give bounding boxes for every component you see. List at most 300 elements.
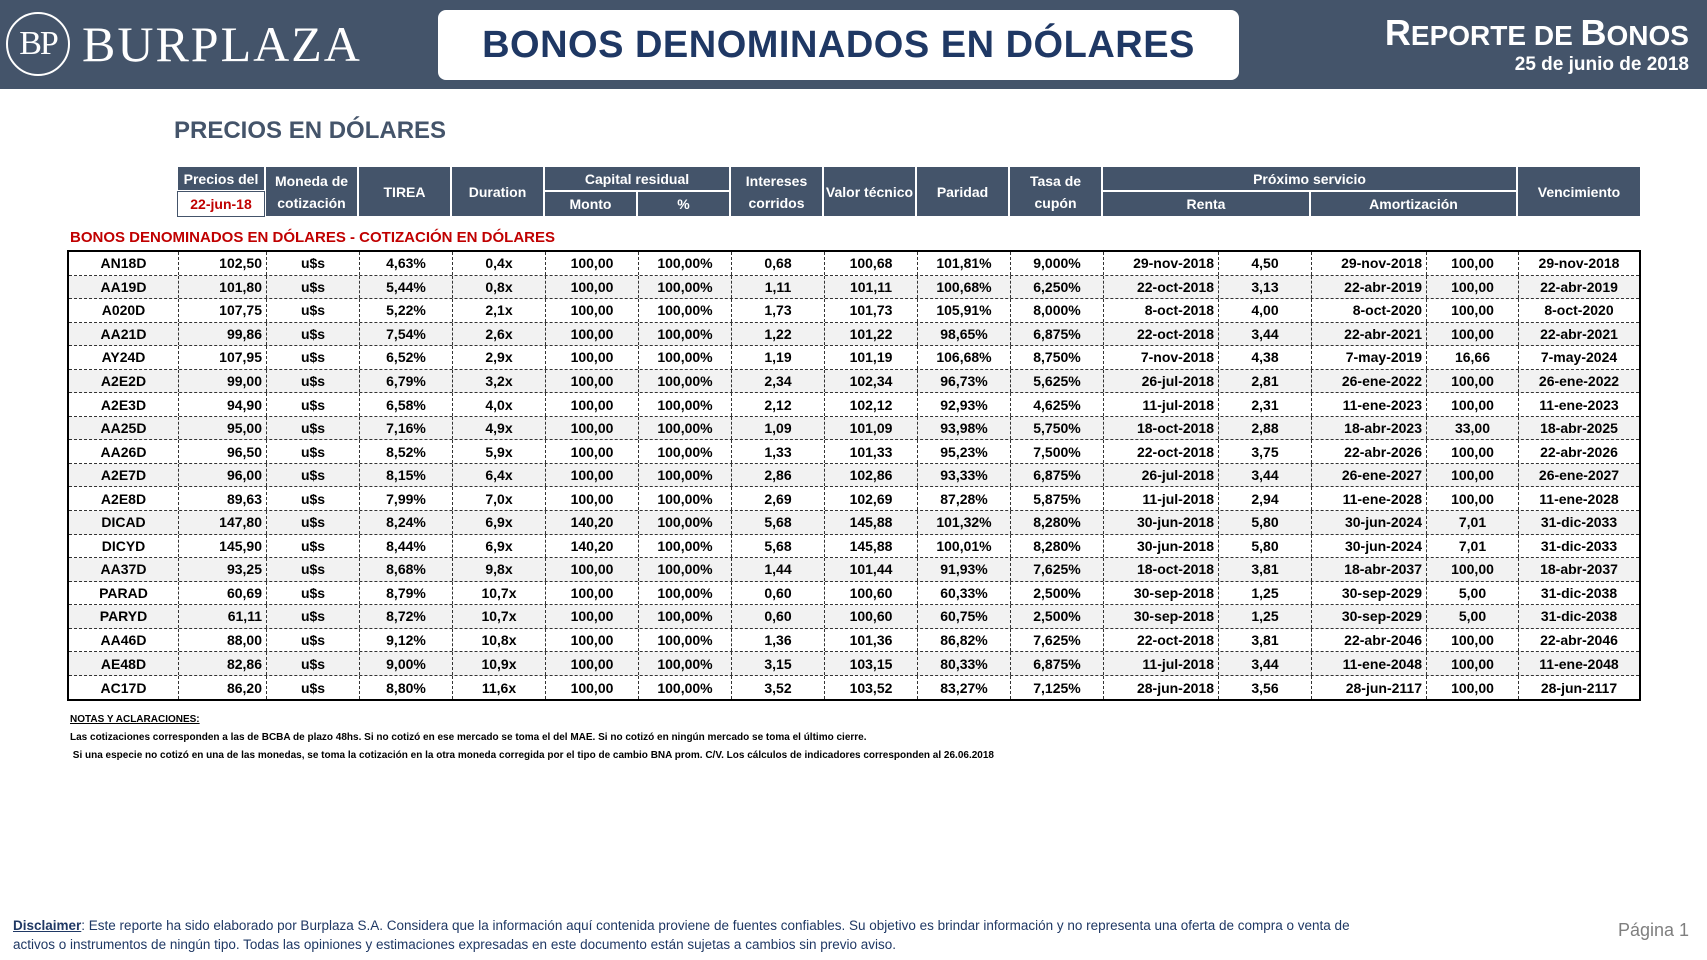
cell-pct: 100,00% bbox=[639, 370, 732, 393]
cell-tasa: 7,500% bbox=[1011, 440, 1104, 463]
cell-duration: 4,9x bbox=[453, 417, 546, 440]
cell-price: 95,00 bbox=[179, 417, 267, 440]
cell-price: 101,80 bbox=[179, 276, 267, 299]
cell-tasa: 8,280% bbox=[1011, 511, 1104, 534]
cell-renta-monto: 2,81 bbox=[1219, 370, 1312, 393]
cell-intereses: 1,09 bbox=[732, 417, 825, 440]
cell-valor-tecnico: 100,68 bbox=[825, 252, 918, 275]
cell-renta-fecha: 18-oct-2018 bbox=[1104, 558, 1219, 581]
cell-ticker: PARAD bbox=[69, 582, 179, 605]
cell-intereses: 0,60 bbox=[732, 605, 825, 628]
report-title-initial-1: R bbox=[1384, 12, 1411, 53]
table-header bbox=[177, 166, 1641, 217]
cell-vencimiento: 31-dic-2038 bbox=[1540, 584, 1618, 601]
cell-tirea: 7,16% bbox=[360, 417, 453, 440]
cell-monto: 100,00 bbox=[546, 676, 639, 700]
cell-renta-fecha: 26-jul-2018 bbox=[1104, 464, 1219, 487]
cell-renta-monto: 3,44 bbox=[1219, 464, 1312, 487]
cell-monto: 100,00 bbox=[546, 464, 639, 487]
cell-valor-tecnico: 102,12 bbox=[825, 393, 918, 416]
cell-amort-fecha: 22-abr-2021 bbox=[1312, 323, 1427, 346]
cell-tasa: 9,000% bbox=[1011, 252, 1104, 275]
cell-vencimiento: 18-abr-2037 bbox=[1540, 561, 1618, 578]
cell-renta-fecha: 11-jul-2018 bbox=[1104, 393, 1219, 416]
cell-vencimiento: 22-abr-2019 bbox=[1540, 278, 1618, 295]
header-monto: Monto bbox=[544, 191, 637, 217]
cell-duration: 2,9x bbox=[453, 346, 546, 369]
cell-tirea: 8,79% bbox=[360, 582, 453, 605]
cell-price: 99,00 bbox=[179, 370, 267, 393]
cell-monto: 100,00 bbox=[546, 605, 639, 628]
cell-duration: 10,8x bbox=[453, 629, 546, 652]
table-row bbox=[69, 299, 1639, 323]
cell-intereses: 3,52 bbox=[732, 676, 825, 700]
cell-renta-monto: 3,75 bbox=[1219, 440, 1312, 463]
cell-amort-monto: 100,00 bbox=[1427, 464, 1519, 487]
cell-amort-fecha: 30-jun-2024 bbox=[1312, 535, 1427, 558]
cell-valor-tecnico: 100,60 bbox=[825, 582, 918, 605]
cell-pct: 100,00% bbox=[639, 252, 732, 275]
cell-paridad: 101,32% bbox=[918, 511, 1011, 534]
cell-renta-monto: 5,80 bbox=[1219, 535, 1312, 558]
cell-ticker: DICAD bbox=[69, 511, 179, 534]
cell-vencimiento: 7-may-2024 bbox=[1540, 349, 1618, 366]
cell-valor-tecnico: 101,09 bbox=[825, 417, 918, 440]
cell-pct: 100,00% bbox=[639, 346, 732, 369]
cell-pct: 100,00% bbox=[639, 582, 732, 605]
cell-intereses: 1,33 bbox=[732, 440, 825, 463]
cell-pct: 100,00% bbox=[639, 535, 732, 558]
cell-ticker: A2E8D bbox=[69, 487, 179, 510]
cell-moneda: u$s bbox=[267, 252, 360, 275]
cell-duration: 7,0x bbox=[453, 487, 546, 510]
cell-amort-monto: 100,00 bbox=[1427, 299, 1519, 322]
cell-paridad: 91,93% bbox=[918, 558, 1011, 581]
cell-paridad: 100,01% bbox=[918, 535, 1011, 558]
cell-tirea: 8,15% bbox=[360, 464, 453, 487]
cell-price: 107,95 bbox=[179, 346, 267, 369]
cell-renta-fecha: 30-jun-2018 bbox=[1104, 535, 1219, 558]
cell-intereses: 2,12 bbox=[732, 393, 825, 416]
cell-tasa: 6,875% bbox=[1011, 323, 1104, 346]
cell-amort-monto: 100,00 bbox=[1427, 252, 1519, 275]
cell-vencimiento: 22-abr-2046 bbox=[1540, 632, 1618, 649]
cell-amort-fecha: 22-abr-2026 bbox=[1312, 440, 1427, 463]
cell-price: 82,86 bbox=[179, 652, 267, 675]
cell-intereses: 2,86 bbox=[732, 464, 825, 487]
cell-vencimiento: 26-ene-2027 bbox=[1538, 467, 1620, 484]
notes-title: NOTAS Y ACLARACIONES: bbox=[70, 714, 200, 725]
cell-duration: 4,0x bbox=[453, 393, 546, 416]
cell-monto: 100,00 bbox=[546, 276, 639, 299]
cell-intereses: 1,19 bbox=[732, 346, 825, 369]
cell-intereses: 5,68 bbox=[732, 535, 825, 558]
cell-intereses: 1,44 bbox=[732, 558, 825, 581]
cell-ticker: AA19D bbox=[69, 276, 179, 299]
report-title bbox=[1385, 12, 1689, 54]
cell-vencimiento: 22-abr-2026 bbox=[1540, 443, 1618, 460]
cell-valor-tecnico: 101,73 bbox=[825, 299, 918, 322]
subtable-title: BONOS DENOMINADOS EN DÓLARES - COTIZACIÓN EN DÓLARES bbox=[70, 229, 556, 246]
cell-paridad: 83,27% bbox=[918, 676, 1011, 700]
header-renta: Renta bbox=[1102, 191, 1310, 217]
header-intereses: Intereses corridos bbox=[730, 166, 823, 217]
cell-intereses: 2,34 bbox=[732, 370, 825, 393]
cell-moneda: u$s bbox=[267, 487, 360, 510]
cell-paridad: 98,65% bbox=[918, 323, 1011, 346]
cell-tirea: 9,00% bbox=[360, 652, 453, 675]
cell-amort-fecha: 29-nov-2018 bbox=[1312, 252, 1427, 275]
cell-amort-fecha: 18-abr-2023 bbox=[1312, 417, 1427, 440]
cell-paridad: 95,23% bbox=[918, 440, 1011, 463]
header-amortizacion: Amortización bbox=[1310, 191, 1517, 217]
cell-renta-fecha: 22-oct-2018 bbox=[1104, 440, 1219, 463]
logo-text: BURPLAZA bbox=[82, 16, 362, 72]
cell-valor-tecnico: 101,22 bbox=[825, 323, 918, 346]
cell-tasa: 6,250% bbox=[1011, 276, 1104, 299]
table-row bbox=[69, 370, 1639, 394]
header-tirea: TIREA bbox=[358, 166, 451, 217]
cell-tirea: 8,44% bbox=[360, 535, 453, 558]
cell-renta-fecha: 30-jun-2018 bbox=[1104, 511, 1219, 534]
cell-paridad: 80,33% bbox=[918, 652, 1011, 675]
cell-valor-tecnico: 102,69 bbox=[825, 487, 918, 510]
cell-ticker: A020D bbox=[69, 299, 179, 322]
cell-pct: 100,00% bbox=[639, 299, 732, 322]
notes bbox=[70, 711, 994, 765]
main-title-box bbox=[438, 10, 1239, 80]
cell-pct: 100,00% bbox=[639, 558, 732, 581]
cell-amort-fecha: 30-jun-2024 bbox=[1312, 511, 1427, 534]
cell-amort-fecha: 22-abr-2019 bbox=[1312, 276, 1427, 299]
cell-tasa: 7,625% bbox=[1011, 629, 1104, 652]
cell-tasa: 6,875% bbox=[1011, 464, 1104, 487]
cell-renta-monto: 2,94 bbox=[1219, 487, 1312, 510]
bp-logo-mark: BP bbox=[6, 12, 70, 76]
table-row bbox=[69, 558, 1639, 582]
cell-moneda: u$s bbox=[267, 629, 360, 652]
cell-valor-tecnico: 101,36 bbox=[825, 629, 918, 652]
cell-intereses: 2,69 bbox=[732, 487, 825, 510]
cell-ticker: AA46D bbox=[69, 629, 179, 652]
table-row bbox=[69, 323, 1639, 347]
table-row bbox=[69, 487, 1639, 511]
header-duration: Duration bbox=[451, 166, 544, 217]
cell-monto: 140,20 bbox=[546, 535, 639, 558]
cell-pct: 100,00% bbox=[639, 323, 732, 346]
cell-moneda: u$s bbox=[267, 605, 360, 628]
cell-renta-fecha: 8-oct-2018 bbox=[1104, 299, 1219, 322]
cell-ticker: A2E3D bbox=[69, 393, 179, 416]
cell-monto: 140,20 bbox=[546, 511, 639, 534]
cell-tasa: 8,000% bbox=[1011, 299, 1104, 322]
cell-renta-fecha: 11-jul-2018 bbox=[1104, 487, 1219, 510]
cell-vencimiento: 11-ene-2048 bbox=[1539, 655, 1619, 672]
cell-amort-monto: 33,00 bbox=[1427, 417, 1519, 440]
cell-tasa: 8,280% bbox=[1011, 535, 1104, 558]
report-title-rest-1: EPORTE bbox=[1410, 20, 1527, 51]
cell-amort-fecha: 11-ene-2023 bbox=[1312, 393, 1427, 416]
cell-monto: 100,00 bbox=[546, 346, 639, 369]
header-capital-residual: Capital residual bbox=[544, 166, 730, 191]
report-title-initial-2: B bbox=[1580, 12, 1607, 53]
cell-ticker: AN18D bbox=[69, 252, 179, 275]
cell-price: 145,90 bbox=[179, 535, 267, 558]
cell-valor-tecnico: 100,60 bbox=[825, 605, 918, 628]
cell-tasa: 4,625% bbox=[1011, 393, 1104, 416]
cell-tirea: 6,79% bbox=[360, 370, 453, 393]
cell-duration: 0,8x bbox=[453, 276, 546, 299]
cell-valor-tecnico: 102,34 bbox=[825, 370, 918, 393]
cell-tirea: 4,63% bbox=[360, 252, 453, 275]
cell-renta-monto: 2,31 bbox=[1219, 393, 1312, 416]
cell-tirea: 9,12% bbox=[360, 629, 453, 652]
cell-renta-monto: 1,25 bbox=[1219, 605, 1312, 628]
cell-renta-monto: 4,38 bbox=[1219, 346, 1312, 369]
cell-intereses: 1,11 bbox=[732, 276, 825, 299]
header-tasa: Tasa de cupón bbox=[1009, 166, 1102, 217]
table-row bbox=[69, 535, 1639, 559]
cell-price: 60,69 bbox=[179, 582, 267, 605]
cell-moneda: u$s bbox=[267, 299, 360, 322]
cell-pct: 100,00% bbox=[639, 276, 732, 299]
cell-ticker: AC17D bbox=[69, 676, 179, 700]
cell-moneda: u$s bbox=[267, 511, 360, 534]
cell-amort-monto: 100,00 bbox=[1427, 276, 1519, 299]
cell-amort-monto: 7,01 bbox=[1427, 511, 1519, 534]
cell-ticker: AA25D bbox=[69, 417, 179, 440]
cell-renta-fecha: 26-jul-2018 bbox=[1104, 370, 1219, 393]
cell-amort-fecha: 8-oct-2020 bbox=[1312, 299, 1427, 322]
cell-price: 96,00 bbox=[179, 464, 267, 487]
cell-ticker: A2E7D bbox=[69, 464, 179, 487]
report-date: 25 de junio de 2018 bbox=[1514, 54, 1689, 75]
cell-amort-fecha: 11-ene-2048 bbox=[1312, 652, 1427, 675]
cell-duration: 10,7x bbox=[453, 582, 546, 605]
cell-paridad: 60,33% bbox=[918, 582, 1011, 605]
table-row bbox=[69, 629, 1639, 653]
cell-duration: 11,6x bbox=[453, 676, 546, 700]
cell-monto: 100,00 bbox=[546, 323, 639, 346]
cell-monto: 100,00 bbox=[546, 252, 639, 275]
cell-price: 99,86 bbox=[179, 323, 267, 346]
cell-monto: 100,00 bbox=[546, 299, 639, 322]
cell-intereses: 5,68 bbox=[732, 511, 825, 534]
cell-valor-tecnico: 101,33 bbox=[825, 440, 918, 463]
cell-renta-fecha: 22-oct-2018 bbox=[1104, 323, 1219, 346]
cell-ticker: A2E2D bbox=[69, 370, 179, 393]
cell-ticker: DICYD bbox=[69, 535, 179, 558]
cell-amort-monto: 5,00 bbox=[1427, 605, 1519, 628]
cell-moneda: u$s bbox=[267, 346, 360, 369]
cell-tasa: 8,750% bbox=[1011, 346, 1104, 369]
cell-monto: 100,00 bbox=[546, 582, 639, 605]
cell-price: 102,50 bbox=[179, 252, 267, 275]
cell-amort-fecha: 30-sep-2029 bbox=[1312, 605, 1427, 628]
cell-renta-fecha: 29-nov-2018 bbox=[1104, 252, 1219, 275]
cell-duration: 2,6x bbox=[453, 323, 546, 346]
cell-vencimiento: 31-dic-2038 bbox=[1540, 608, 1618, 625]
cell-valor-tecnico: 101,11 bbox=[825, 276, 918, 299]
cell-vencimiento: 28-jun-2117 bbox=[1540, 679, 1618, 696]
disclaimer-label: Disclaimer bbox=[13, 918, 82, 933]
cell-tasa: 2,500% bbox=[1011, 605, 1104, 628]
report-title-rest-2: ONOS bbox=[1606, 20, 1689, 51]
cell-price: 86,20 bbox=[179, 676, 267, 700]
report-title-de: DE bbox=[1526, 20, 1581, 51]
cell-paridad: 100,68% bbox=[918, 276, 1011, 299]
cell-tirea: 5,44% bbox=[360, 276, 453, 299]
cell-renta-fecha: 28-jun-2018 bbox=[1104, 676, 1219, 700]
header-proximo-servicio: Próximo servicio bbox=[1102, 166, 1517, 191]
cell-price: 94,90 bbox=[179, 393, 267, 416]
cell-renta-monto: 3,56 bbox=[1219, 676, 1312, 700]
table-row bbox=[69, 417, 1639, 441]
cell-paridad: 86,82% bbox=[918, 629, 1011, 652]
cell-duration: 6,4x bbox=[453, 464, 546, 487]
cell-pct: 100,00% bbox=[639, 440, 732, 463]
cell-duration: 5,9x bbox=[453, 440, 546, 463]
cell-pct: 100,00% bbox=[639, 605, 732, 628]
cell-amort-monto: 16,66 bbox=[1427, 346, 1519, 369]
cell-renta-fecha: 11-jul-2018 bbox=[1104, 652, 1219, 675]
cell-intereses: 1,22 bbox=[732, 323, 825, 346]
cell-tirea: 6,52% bbox=[360, 346, 453, 369]
cell-duration: 9,8x bbox=[453, 558, 546, 581]
cell-intereses: 0,60 bbox=[732, 582, 825, 605]
table-row bbox=[69, 605, 1639, 629]
cell-monto: 100,00 bbox=[546, 417, 639, 440]
cell-pct: 100,00% bbox=[639, 464, 732, 487]
cell-moneda: u$s bbox=[267, 676, 360, 700]
cell-intereses: 3,15 bbox=[732, 652, 825, 675]
cell-ticker: AY24D bbox=[69, 346, 179, 369]
cell-amort-monto: 100,00 bbox=[1427, 652, 1519, 675]
cell-amort-fecha: 11-ene-2028 bbox=[1312, 487, 1427, 510]
cell-renta-fecha: 30-sep-2018 bbox=[1104, 582, 1219, 605]
cell-valor-tecnico: 101,44 bbox=[825, 558, 918, 581]
cell-monto: 100,00 bbox=[546, 629, 639, 652]
table-row bbox=[69, 393, 1639, 417]
cell-intereses: 1,36 bbox=[732, 629, 825, 652]
cell-tirea: 7,54% bbox=[360, 323, 453, 346]
cell-vencimiento: 11-ene-2023 bbox=[1539, 396, 1619, 413]
cell-renta-fecha: 7-nov-2018 bbox=[1104, 346, 1219, 369]
table-row bbox=[69, 511, 1639, 535]
bonds-table bbox=[67, 250, 1641, 701]
cell-duration: 6,9x bbox=[453, 511, 546, 534]
header-moneda: Moneda de cotización bbox=[265, 166, 358, 217]
header-paridad: Paridad bbox=[916, 166, 1009, 217]
cell-pct: 100,00% bbox=[639, 676, 732, 700]
cell-moneda: u$s bbox=[267, 323, 360, 346]
cell-ticker: AA21D bbox=[69, 323, 179, 346]
cell-renta-fecha: 22-oct-2018 bbox=[1104, 276, 1219, 299]
cell-intereses: 1,73 bbox=[732, 299, 825, 322]
cell-moneda: u$s bbox=[267, 370, 360, 393]
cell-renta-fecha: 18-oct-2018 bbox=[1104, 417, 1219, 440]
header-pct: % bbox=[637, 191, 730, 217]
cell-paridad: 87,28% bbox=[918, 487, 1011, 510]
table-row bbox=[69, 346, 1639, 370]
cell-vencimiento: 31-dic-2033 bbox=[1540, 514, 1618, 531]
cell-price: 96,50 bbox=[179, 440, 267, 463]
cell-renta-monto: 3,44 bbox=[1219, 652, 1312, 675]
cell-renta-monto: 2,88 bbox=[1219, 417, 1312, 440]
main-title: BONOS DENOMINADOS EN DÓLARES bbox=[482, 23, 1195, 66]
cell-ticker: AE48D bbox=[69, 652, 179, 675]
cell-duration: 0,4x bbox=[453, 252, 546, 275]
disclaimer bbox=[13, 916, 1353, 954]
cell-price: 107,75 bbox=[179, 299, 267, 322]
cell-renta-monto: 3,44 bbox=[1219, 323, 1312, 346]
page-number: Página 1 bbox=[1617, 920, 1689, 940]
cell-monto: 100,00 bbox=[546, 393, 639, 416]
table-row bbox=[69, 582, 1639, 606]
cell-pct: 100,00% bbox=[639, 487, 732, 510]
cell-amort-monto: 100,00 bbox=[1427, 440, 1519, 463]
cell-amort-fecha: 18-abr-2037 bbox=[1312, 558, 1427, 581]
cell-valor-tecnico: 102,86 bbox=[825, 464, 918, 487]
header-valor-tecnico: Valor técnico bbox=[823, 166, 916, 217]
cell-tasa: 7,125% bbox=[1011, 676, 1104, 700]
cell-tirea: 8,68% bbox=[360, 558, 453, 581]
cell-vencimiento: 29-nov-2018 bbox=[1538, 255, 1620, 272]
cell-renta-monto: 3,13 bbox=[1219, 276, 1312, 299]
cell-tirea: 8,24% bbox=[360, 511, 453, 534]
cell-pct: 100,00% bbox=[639, 417, 732, 440]
cell-amort-fecha: 26-ene-2022 bbox=[1312, 370, 1427, 393]
cell-monto: 100,00 bbox=[546, 370, 639, 393]
cell-vencimiento: 11-ene-2028 bbox=[1539, 490, 1619, 507]
cell-paridad: 93,33% bbox=[918, 464, 1011, 487]
cell-price: 61,11 bbox=[179, 605, 267, 628]
cell-paridad: 105,91% bbox=[918, 299, 1011, 322]
cell-moneda: u$s bbox=[267, 652, 360, 675]
cell-pct: 100,00% bbox=[639, 652, 732, 675]
cell-moneda: u$s bbox=[267, 464, 360, 487]
cell-ticker: PARYD bbox=[69, 605, 179, 628]
cell-amort-monto: 100,00 bbox=[1427, 487, 1519, 510]
cell-renta-monto: 1,25 bbox=[1219, 582, 1312, 605]
burplaza-logo bbox=[6, 10, 362, 78]
cell-amort-fecha: 26-ene-2027 bbox=[1312, 464, 1427, 487]
cell-amort-fecha: 7-may-2019 bbox=[1312, 346, 1427, 369]
table-row bbox=[69, 252, 1639, 276]
cell-amort-fecha: 30-sep-2029 bbox=[1312, 582, 1427, 605]
cell-amort-monto: 7,01 bbox=[1427, 535, 1519, 558]
cell-vencimiento: 31-dic-2033 bbox=[1540, 537, 1618, 554]
cell-vencimiento: 26-ene-2022 bbox=[1538, 373, 1620, 389]
cell-monto: 100,00 bbox=[546, 487, 639, 510]
cell-monto: 100,00 bbox=[546, 558, 639, 581]
cell-valor-tecnico: 103,52 bbox=[825, 676, 918, 700]
cell-valor-tecnico: 103,15 bbox=[825, 652, 918, 675]
cell-valor-tecnico: 101,19 bbox=[825, 346, 918, 369]
cell-price: 147,80 bbox=[179, 511, 267, 534]
table-row bbox=[69, 276, 1639, 300]
cell-amort-monto: 100,00 bbox=[1427, 323, 1519, 346]
cell-paridad: 101,81% bbox=[918, 252, 1011, 275]
cell-tirea: 8,72% bbox=[360, 605, 453, 628]
cell-amort-monto: 100,00 bbox=[1427, 370, 1519, 393]
cell-valor-tecnico: 145,88 bbox=[825, 535, 918, 558]
table-row bbox=[69, 440, 1639, 464]
cell-amort-monto: 5,00 bbox=[1427, 582, 1519, 605]
cell-pct: 100,00% bbox=[639, 511, 732, 534]
cell-duration: 2,1x bbox=[453, 299, 546, 322]
cell-renta-monto: 3,81 bbox=[1219, 629, 1312, 652]
